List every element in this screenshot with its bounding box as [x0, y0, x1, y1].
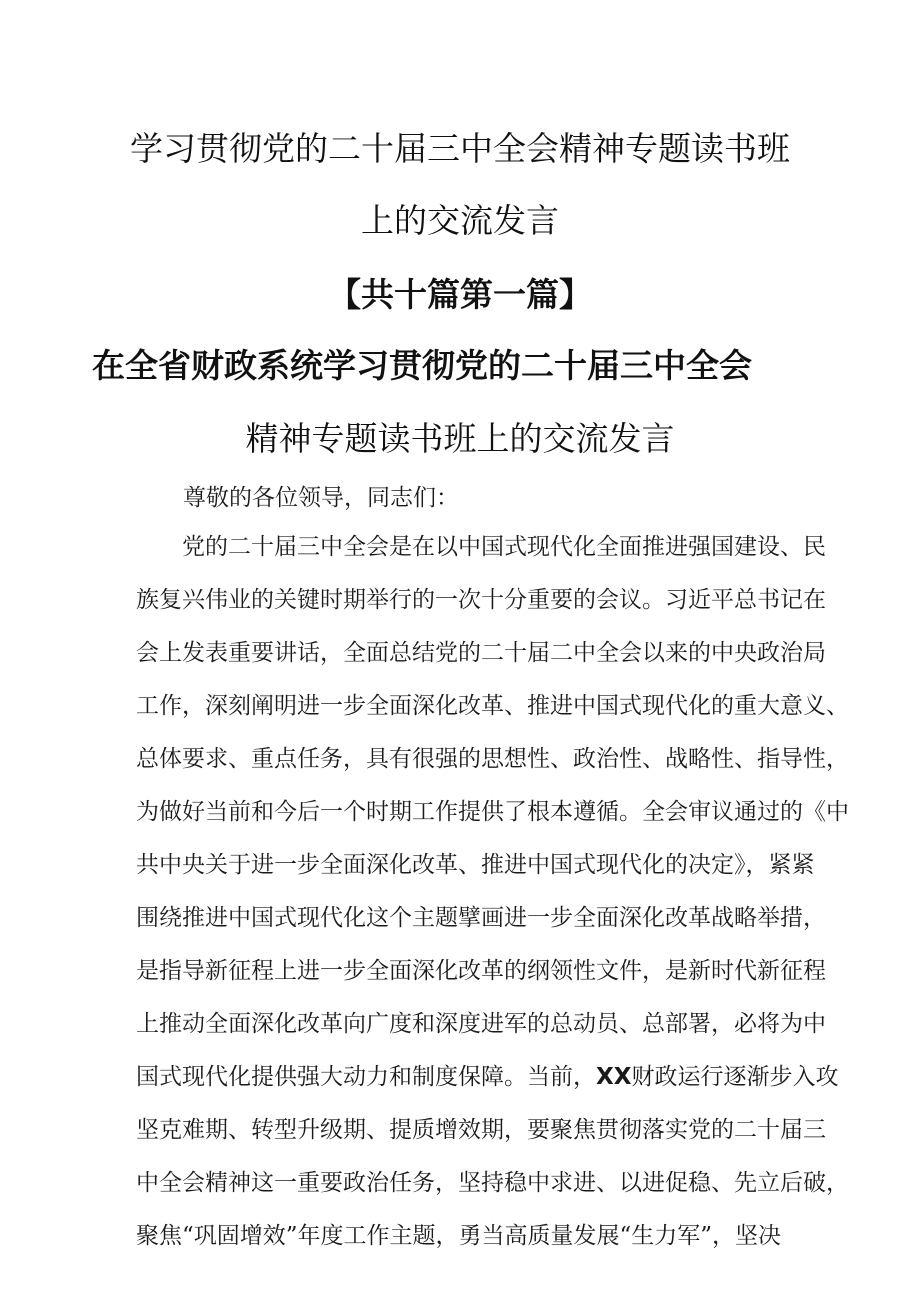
- document-title-line-1: 学习贯彻党的二十届三中全会精神专题读书班: [130, 129, 790, 168]
- speech-title-line-2: 精神专题读书班上的交流发言: [245, 419, 675, 458]
- body-line: 中全会精神这一重要政治任务，坚持稳中求进、以进促稳、先立后破，: [136, 1170, 849, 1196]
- body-line: 是指导新征程上进一步全面深化改革的纲领性文件，是新时代新征程: [136, 958, 826, 984]
- body-line-text: 财政运行逐渐步入攻: [631, 1064, 839, 1090]
- speech-title-line-1: 在全省财政系统学习贯彻党的二十届三中全会: [92, 346, 752, 385]
- body-paragraph: [136, 521, 849, 1263]
- body-line: 上推动全面深化改革向广度和深度进军的总动员、总部署，必将为中: [136, 1011, 826, 1037]
- xx-placeholder: XX: [596, 1064, 632, 1090]
- body-line: 聚焦“巩固增效”年度工作主题，勇当高质量发展“生力军”，坚决: [136, 1223, 782, 1249]
- body-line: 坚克难期、转型升级期、提质增效期，要聚焦贯彻落实党的二十届三: [136, 1117, 826, 1143]
- body-line: 围绕推进中国式现代化这个主题擘画进一步全面深化改革战略举措，: [136, 905, 826, 931]
- body-line: 党的二十届三中全会是在以中国式现代化全面推进强国建设、民: [182, 534, 826, 560]
- body-line: [136, 1051, 839, 1104]
- body-line: 族复兴伟业的关键时期举行的一次十分重要的会议。习近平总书记在: [136, 587, 826, 613]
- salutation: 尊敬的各位领导，同志们：: [183, 485, 459, 511]
- body-line: 总体要求、重点任务，具有很强的思想性、政治性、战略性、指导性，: [136, 746, 849, 772]
- document-title-line-2: 上的交流发言: [361, 201, 559, 240]
- series-label: 【共十篇第一篇】: [328, 275, 592, 314]
- body-line: 会上发表重要讲话，全面总结党的二十届二中全会以来的中央政治局: [136, 640, 826, 666]
- body-line: 为做好当前和今后一个时期工作提供了根本遵循。全会审议通过的《中: [136, 799, 849, 825]
- body-line: 工作，深刻阐明进一步全面深化改革、推进中国式现代化的重大意义、: [136, 693, 849, 719]
- body-line: 共中央关于进一步全面深化改革、推进中国式现代化的决定》，紧紧: [136, 852, 815, 878]
- body-line-text: 国式现代化提供强大动力和制度保障。当前，: [136, 1064, 596, 1090]
